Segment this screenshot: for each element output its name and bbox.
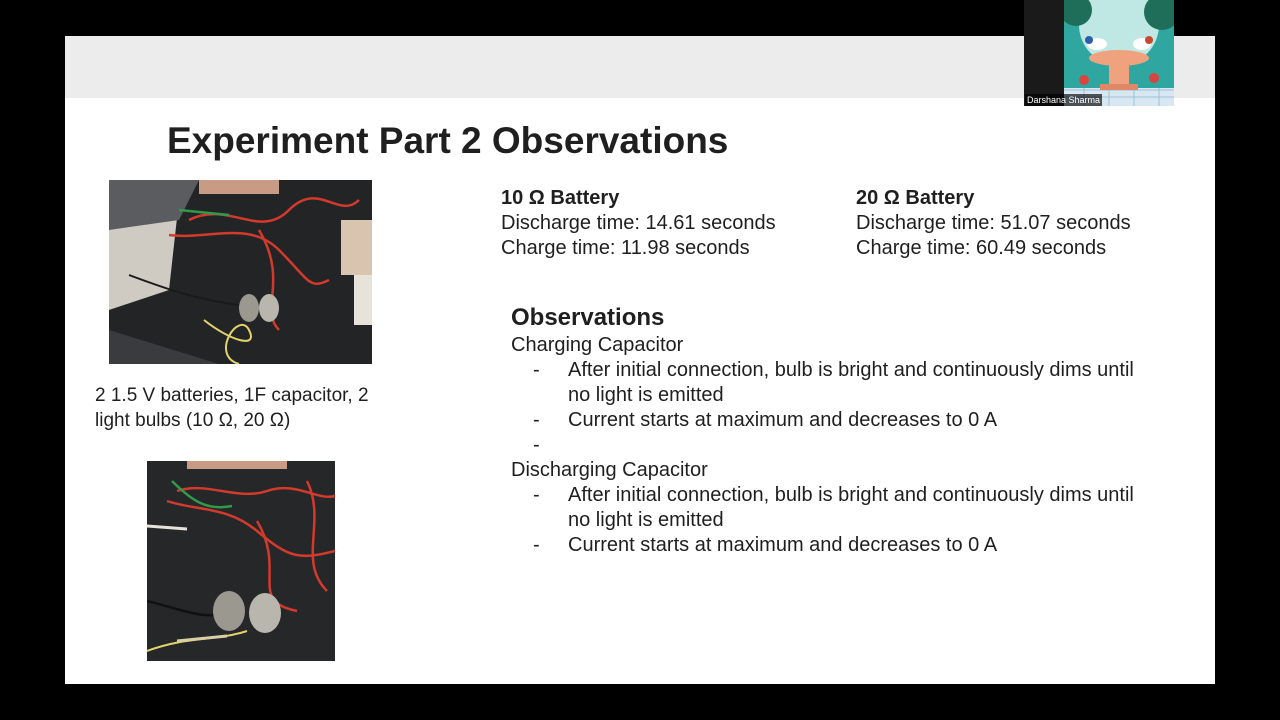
materials-caption: 2 1.5 V batteries, 1F capacitor, 2 light bulbs (10 Ω, 20 Ω)	[95, 385, 369, 431]
bullet-dash: -	[533, 534, 540, 556]
battery-10-ohm-discharge: Discharge time: 14.61 seconds	[501, 212, 776, 234]
discharging-label: Discharging Capacitor	[511, 459, 708, 481]
battery-10-ohm-charge: Charge time: 11.98 seconds	[501, 237, 750, 259]
presentation-slide	[65, 36, 1215, 684]
bullet-dash: -	[533, 434, 540, 456]
slide-title: Experiment Part 2 Observations	[167, 120, 729, 161]
observations-heading: Observations	[511, 304, 665, 331]
battery-10-ohm-heading: 10 Ω Battery	[501, 187, 620, 209]
charging-bullet-3	[568, 434, 574, 456]
battery-20-ohm-results	[856, 186, 1131, 261]
charging-label: Charging Capacitor	[511, 334, 684, 356]
battery-10-ohm-results	[501, 186, 776, 261]
battery-20-ohm-discharge: Discharge time: 51.07 seconds	[856, 212, 1131, 234]
list-item	[511, 358, 1161, 408]
list-item	[511, 533, 1161, 558]
list-item	[511, 408, 1161, 433]
discharging-bullet-1: After initial connection, bulb is bright and continuously dims until no light is emitted	[568, 484, 1134, 531]
discharging-bullet-2: Current starts at maximum and decreases to 0 A	[568, 534, 998, 556]
circuit-photo-2	[147, 461, 335, 661]
bullet-dash: -	[533, 409, 540, 431]
circuit-photo-1	[109, 180, 372, 364]
observations-section	[511, 303, 1161, 558]
charging-bullet-1: After initial connection, bulb is bright and continuously dims until no light is emitted	[568, 359, 1134, 406]
list-item	[511, 483, 1161, 533]
participant-name: Darshana Sharma	[1027, 95, 1101, 105]
bullet-dash: -	[533, 359, 540, 381]
battery-20-ohm-charge: Charge time: 60.49 seconds	[856, 237, 1107, 259]
participant-avatar	[1064, 0, 1174, 106]
bullet-dash: -	[533, 484, 540, 506]
charging-bullet-2: Current starts at maximum and decreases to 0 A	[568, 409, 998, 431]
list-item	[511, 433, 1161, 458]
participant-video-tile[interactable]	[1024, 0, 1174, 106]
battery-20-ohm-heading: 20 Ω Battery	[856, 187, 975, 209]
